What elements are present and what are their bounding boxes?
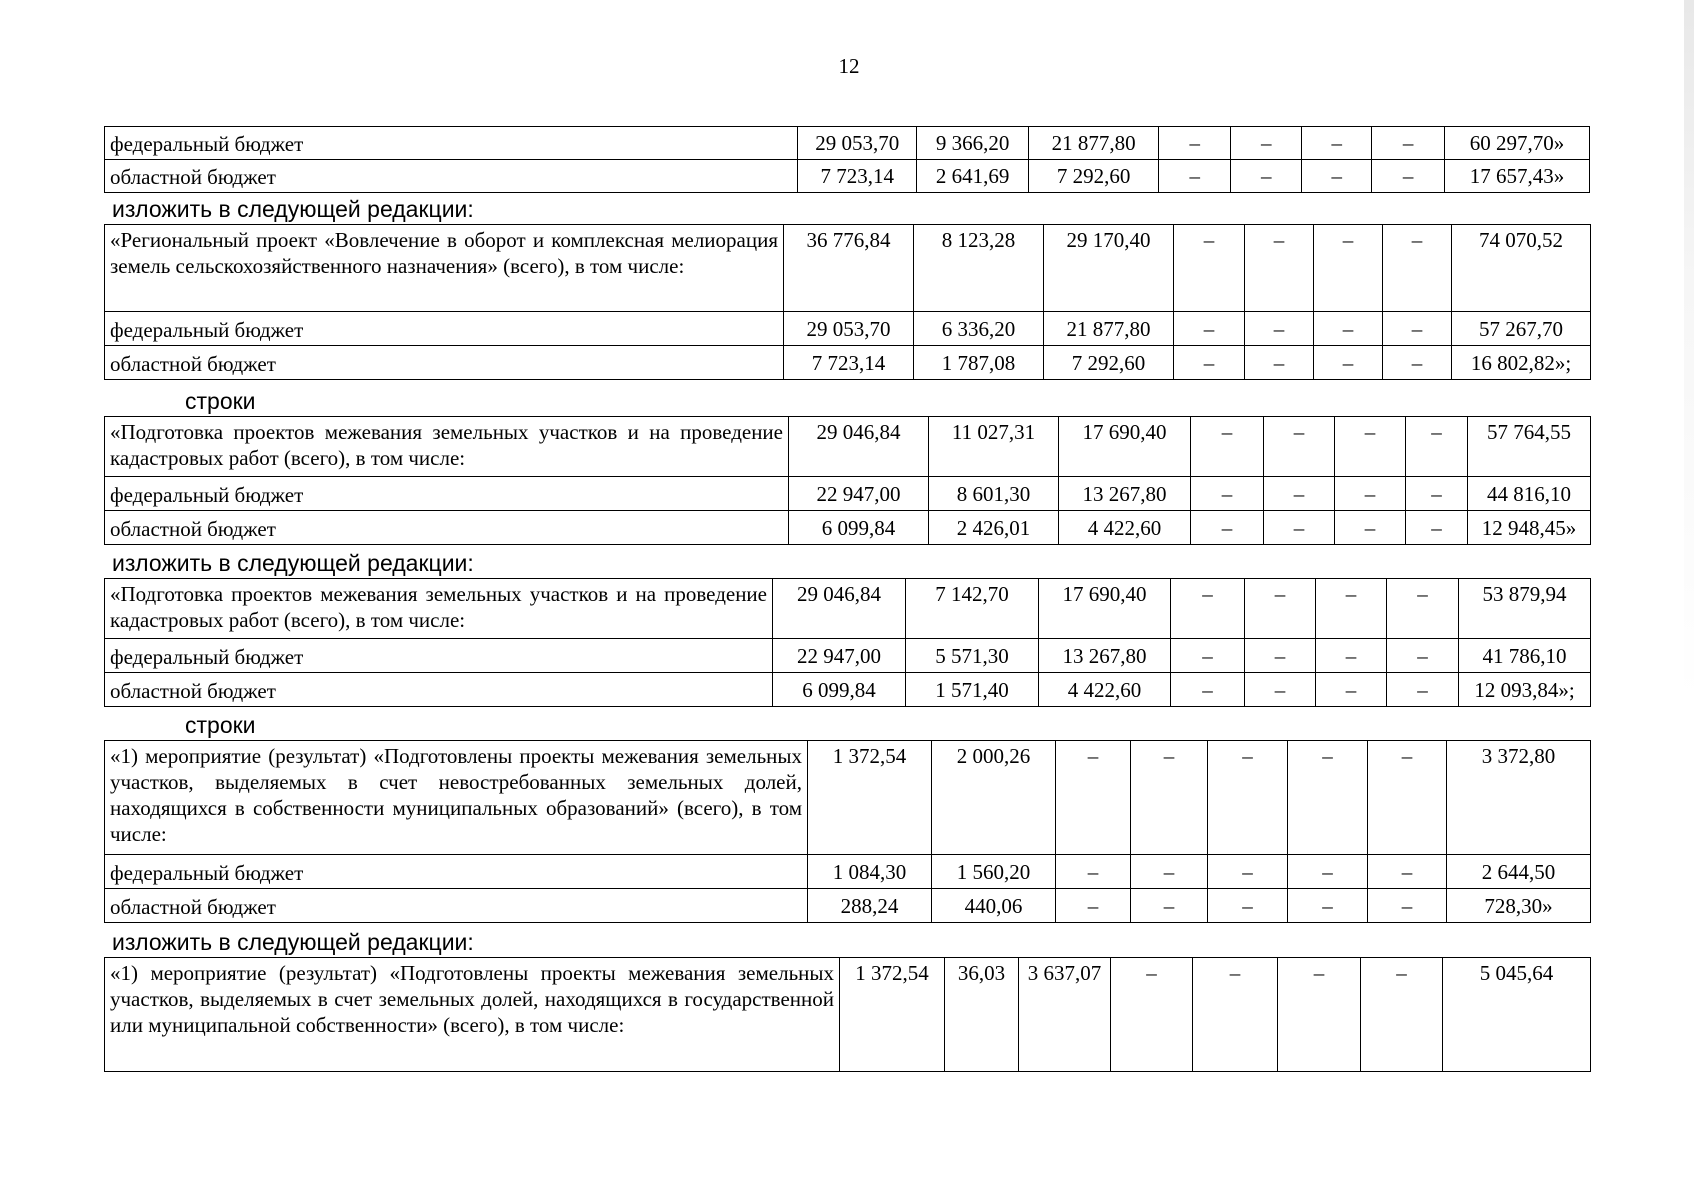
dash-cell: – <box>1383 225 1452 312</box>
total-cell: 12 948,45» <box>1468 511 1591 545</box>
dash-cell: – <box>1193 958 1278 1072</box>
value-cell: 7 292,60 <box>1044 346 1174 380</box>
value-cell: 21 877,80 <box>1044 312 1174 346</box>
total-cell: 2 644,50 <box>1447 855 1591 889</box>
table-3 <box>104 416 1591 545</box>
value-cell: 29 046,84 <box>789 417 929 477</box>
value-cell: 1 787,08 <box>914 346 1044 380</box>
row-label: «Региональный проект «Вовлечение в оборот и комплексная мелиорация земель сельскохозяйственного назначения» (всего), в том числе: <box>105 225 784 312</box>
table-row <box>105 855 1591 889</box>
row-label: областной бюджет <box>105 673 773 707</box>
row-label: «1) мероприятие (результат) «Подготовлены проекты межевания земельных участков, выделяемых в счет невостребованных земельных долей, находящихся в собственности муниципальных образований» (всего), в том числе: <box>105 741 808 855</box>
row-label: «Подготовка проектов межевания земельных участков и на проведение кадастровых работ (всего), в том числе: <box>105 579 773 639</box>
dash-cell: – <box>1245 312 1314 346</box>
dash-cell: – <box>1316 639 1387 673</box>
dash-cell: – <box>1316 673 1387 707</box>
value-cell: 288,24 <box>808 889 932 923</box>
table-row <box>105 477 1591 511</box>
table-row <box>105 346 1591 380</box>
value-cell: 2 426,01 <box>929 511 1059 545</box>
total-cell: 74 070,52 <box>1452 225 1591 312</box>
dash-cell: – <box>1171 639 1245 673</box>
table-row <box>105 889 1591 923</box>
dash-cell: – <box>1245 346 1314 380</box>
value-cell: 1 372,54 <box>840 958 945 1072</box>
section-heading: строки <box>185 388 256 414</box>
row-label: федеральный бюджет <box>105 477 789 511</box>
dash-cell: – <box>1231 127 1301 160</box>
value-cell: 13 267,80 <box>1039 639 1171 673</box>
row-label: «1) мероприятие (результат) «Подготовлены проекты межевания земельных участков, выделяемых в счет земельных долей, находящихся в государственной или муниципальной собственности» (всего), в том числе: <box>105 958 840 1072</box>
dash-cell: – <box>1335 511 1406 545</box>
value-cell: 7 142,70 <box>906 579 1039 639</box>
dash-cell: – <box>1158 127 1231 160</box>
dash-cell: – <box>1245 673 1316 707</box>
dash-cell: – <box>1316 579 1387 639</box>
table-row <box>105 127 1590 160</box>
value-cell: 1 372,54 <box>808 741 932 855</box>
dash-cell: – <box>1368 855 1447 889</box>
total-cell: 17 657,43» <box>1444 160 1589 193</box>
value-cell: 22 947,00 <box>789 477 929 511</box>
dash-cell: – <box>1278 958 1361 1072</box>
total-cell: 3 372,80 <box>1447 741 1591 855</box>
dash-cell: – <box>1383 346 1452 380</box>
dash-cell: – <box>1387 579 1459 639</box>
dash-cell: – <box>1131 889 1208 923</box>
dash-cell: – <box>1174 312 1245 346</box>
value-cell: 7 723,14 <box>784 346 914 380</box>
value-cell: 17 690,40 <box>1039 579 1171 639</box>
dash-cell: – <box>1245 639 1316 673</box>
value-cell: 36 776,84 <box>784 225 914 312</box>
table-1 <box>104 126 1590 193</box>
section-heading: изложить в следующей редакции: <box>112 929 474 955</box>
table-row <box>105 579 1591 639</box>
section-heading: изложить в следующей редакции: <box>112 550 474 576</box>
dash-cell: – <box>1335 477 1406 511</box>
dash-cell: – <box>1111 958 1193 1072</box>
section-heading: строки <box>185 712 256 738</box>
dash-cell: – <box>1231 160 1301 193</box>
value-cell: 29 046,84 <box>773 579 906 639</box>
dash-cell: – <box>1171 579 1245 639</box>
row-label: федеральный бюджет <box>105 855 808 889</box>
row-label: областной бюджет <box>105 160 798 193</box>
dash-cell: – <box>1387 639 1459 673</box>
value-cell: 11 027,31 <box>929 417 1059 477</box>
total-cell: 57 764,55 <box>1468 417 1591 477</box>
value-cell: 29 053,70 <box>784 312 914 346</box>
dash-cell: – <box>1208 855 1288 889</box>
dash-cell: – <box>1301 160 1371 193</box>
dash-cell: – <box>1245 579 1316 639</box>
dash-cell: – <box>1314 312 1383 346</box>
dash-cell: – <box>1301 127 1371 160</box>
section-heading: изложить в следующей редакции: <box>112 196 474 222</box>
dash-cell: – <box>1288 889 1368 923</box>
value-cell: 8 123,28 <box>914 225 1044 312</box>
total-cell: 41 786,10 <box>1459 639 1591 673</box>
dash-cell: – <box>1368 889 1447 923</box>
dash-cell: – <box>1208 741 1288 855</box>
value-cell: 36,03 <box>945 958 1019 1072</box>
row-label: федеральный бюджет <box>105 312 784 346</box>
dash-cell: – <box>1335 417 1406 477</box>
total-cell: 53 879,94 <box>1459 579 1591 639</box>
value-cell: 29 053,70 <box>798 127 916 160</box>
dash-cell: – <box>1191 511 1264 545</box>
dash-cell: – <box>1056 741 1131 855</box>
dash-cell: – <box>1158 160 1231 193</box>
dash-cell: – <box>1174 346 1245 380</box>
value-cell: 1 560,20 <box>932 855 1056 889</box>
row-label: областной бюджет <box>105 889 808 923</box>
dash-cell: – <box>1191 477 1264 511</box>
row-label: областной бюджет <box>105 346 784 380</box>
total-cell: 728,30» <box>1447 889 1591 923</box>
table-6 <box>104 957 1591 1072</box>
total-cell: 12 093,84»; <box>1459 673 1591 707</box>
table-row <box>105 741 1591 855</box>
dash-cell: – <box>1174 225 1245 312</box>
dash-cell: – <box>1406 511 1468 545</box>
dash-cell: – <box>1264 417 1335 477</box>
value-cell: 440,06 <box>932 889 1056 923</box>
total-cell: 16 802,82»; <box>1452 346 1591 380</box>
table-4 <box>104 578 1591 707</box>
dash-cell: – <box>1264 477 1335 511</box>
value-cell: 4 422,60 <box>1059 511 1191 545</box>
dash-cell: – <box>1387 673 1459 707</box>
row-label: областной бюджет <box>105 511 789 545</box>
row-label: федеральный бюджет <box>105 639 773 673</box>
value-cell: 29 170,40 <box>1044 225 1174 312</box>
value-cell: 6 099,84 <box>789 511 929 545</box>
dash-cell: – <box>1372 127 1445 160</box>
value-cell: 5 571,30 <box>906 639 1039 673</box>
dash-cell: – <box>1372 160 1445 193</box>
table-5 <box>104 740 1591 923</box>
total-cell: 57 267,70 <box>1452 312 1591 346</box>
value-cell: 22 947,00 <box>773 639 906 673</box>
table-row <box>105 417 1591 477</box>
dash-cell: – <box>1171 673 1245 707</box>
table-row <box>105 639 1591 673</box>
dash-cell: – <box>1361 958 1443 1072</box>
scan-edge-shadow <box>1684 0 1694 700</box>
total-cell: 5 045,64 <box>1443 958 1591 1072</box>
dash-cell: – <box>1056 889 1131 923</box>
dash-cell: – <box>1406 417 1468 477</box>
value-cell: 4 422,60 <box>1039 673 1171 707</box>
dash-cell: – <box>1288 855 1368 889</box>
dash-cell: – <box>1368 741 1447 855</box>
page-number: 12 <box>838 54 860 78</box>
dash-cell: – <box>1406 477 1468 511</box>
dash-cell: – <box>1056 855 1131 889</box>
total-cell: 44 816,10 <box>1468 477 1591 511</box>
row-label: федеральный бюджет <box>105 127 798 160</box>
value-cell: 9 366,20 <box>916 127 1028 160</box>
value-cell: 8 601,30 <box>929 477 1059 511</box>
dash-cell: – <box>1131 855 1208 889</box>
value-cell: 17 690,40 <box>1059 417 1191 477</box>
table-row <box>105 225 1591 312</box>
dash-cell: – <box>1314 225 1383 312</box>
dash-cell: – <box>1208 889 1288 923</box>
value-cell: 7 292,60 <box>1029 160 1159 193</box>
table-row <box>105 160 1590 193</box>
dash-cell: – <box>1264 511 1335 545</box>
table-row <box>105 312 1591 346</box>
table-row <box>105 958 1591 1072</box>
value-cell: 6 099,84 <box>773 673 906 707</box>
value-cell: 2 641,69 <box>916 160 1028 193</box>
value-cell: 1 084,30 <box>808 855 932 889</box>
dash-cell: – <box>1131 741 1208 855</box>
table-row <box>105 511 1591 545</box>
row-label: «Подготовка проектов межевания земельных участков и на проведение кадастровых работ (всего), в том числе: <box>105 417 789 477</box>
value-cell: 7 723,14 <box>798 160 916 193</box>
table-2 <box>104 224 1591 380</box>
value-cell: 21 877,80 <box>1029 127 1159 160</box>
table-row <box>105 673 1591 707</box>
dash-cell: – <box>1245 225 1314 312</box>
total-cell: 60 297,70» <box>1444 127 1589 160</box>
value-cell: 6 336,20 <box>914 312 1044 346</box>
dash-cell: – <box>1383 312 1452 346</box>
value-cell: 2 000,26 <box>932 741 1056 855</box>
value-cell: 3 637,07 <box>1019 958 1111 1072</box>
value-cell: 13 267,80 <box>1059 477 1191 511</box>
dash-cell: – <box>1288 741 1368 855</box>
value-cell: 1 571,40 <box>906 673 1039 707</box>
dash-cell: – <box>1191 417 1264 477</box>
dash-cell: – <box>1314 346 1383 380</box>
